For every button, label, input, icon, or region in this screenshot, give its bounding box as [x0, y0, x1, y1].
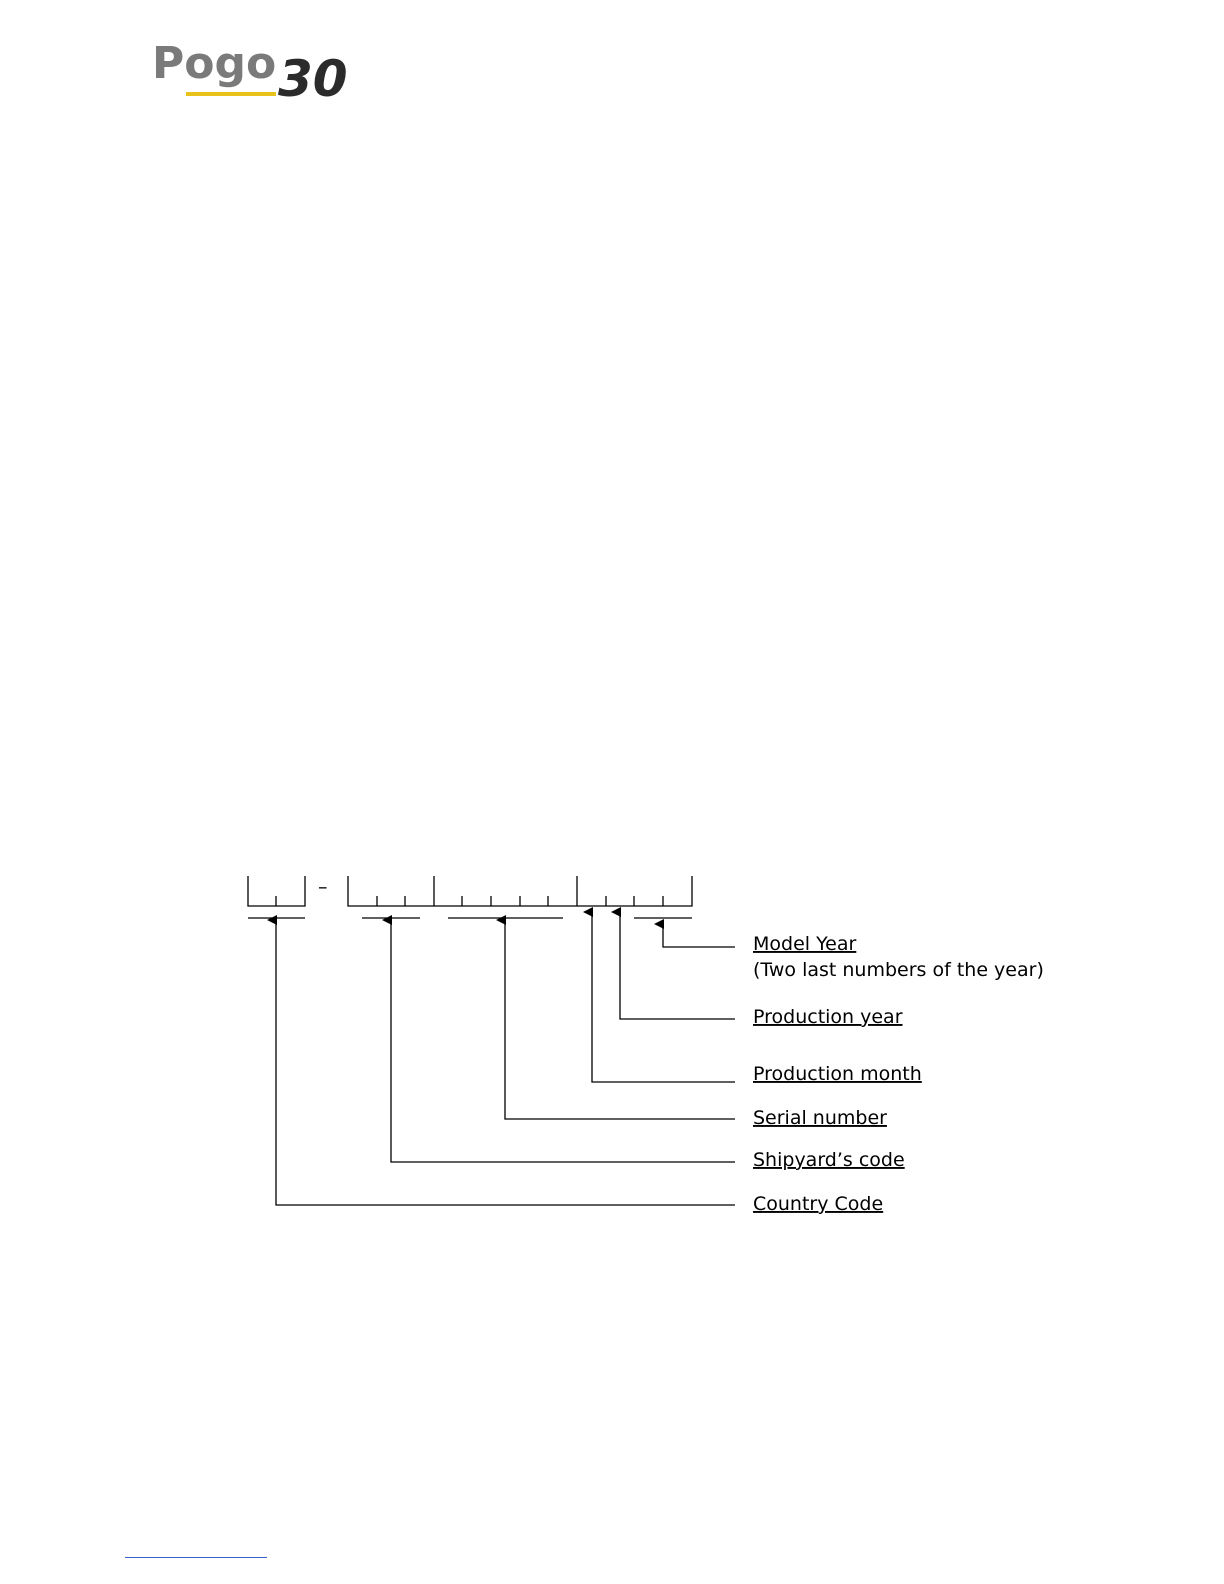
- shipyard-code-leader: [391, 920, 735, 1162]
- model-year-leader: [663, 924, 735, 947]
- label-model-year-note: (Two last numbers of the year): [753, 959, 1044, 981]
- logo-number: 30: [278, 50, 348, 104]
- label-production-month: Production month: [753, 1063, 922, 1085]
- label-country-code: Country Code: [753, 1193, 884, 1215]
- label-production-year: Production year: [753, 1006, 903, 1028]
- label-serial-number: Serial number: [753, 1107, 887, 1129]
- production-year-leader: [620, 912, 735, 1019]
- separator-dash: –: [318, 876, 328, 898]
- logo-wordmark: Pogo: [152, 38, 277, 89]
- label-shipyard-code: Shipyard’s code: [753, 1149, 905, 1171]
- footer-rule: [125, 1557, 267, 1558]
- label-model-year: Model Year: [753, 933, 857, 955]
